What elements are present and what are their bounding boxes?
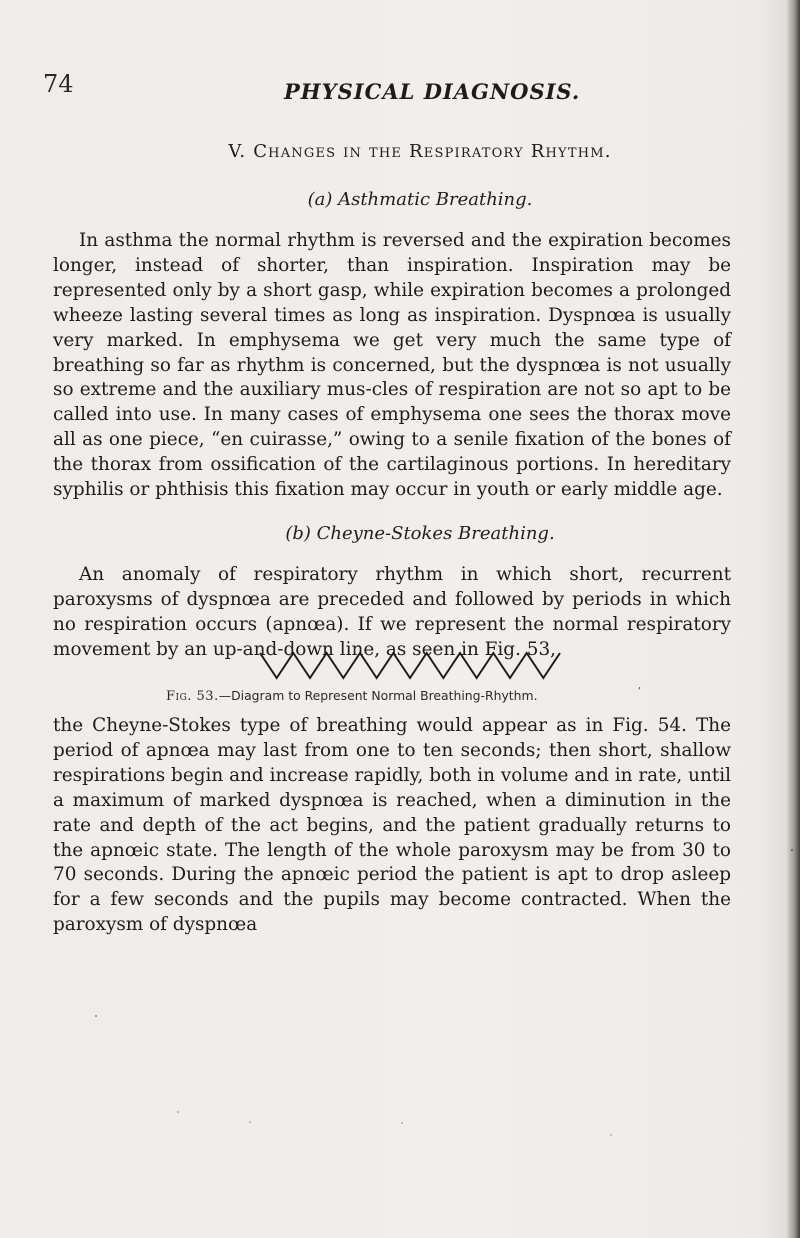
stray-print-mark: , <box>638 680 642 691</box>
paragraph-asthmatic-breathing: In asthma the normal rhythm is reversed and the expiration becomes longer, instead of shorter, than inspiration. Inspiration may be represented only by a short gasp, while expiration becomes a prolonged wheeze lasting several times as long as inspiration. Dyspnœa is usually very marked. In emphysema we get very much the same type of breathing so far as rhythm is concerned, but the dyspnœa is not usually so extreme and the auxiliary mus-cles of respiration are not so apt to be called into use. In many cases of emphysema one sees the thorax move all as one piece, “en cuirasse,” owing to a senile fixation of the bones of the thorax from ossification of the cartilaginous portions. In hereditary syphilis or phthisis this fixation may occur in youth or early middle age. <box>53 230 731 501</box>
section-title: V. Changes in the Respiratory Rhythm. <box>228 141 612 162</box>
figure-53-rhythm-diagram <box>254 650 574 682</box>
paragraph-cheyne-stokes-breathing: An anomaly of respiratory rhythm in which short, recurrent paroxysms of dyspnœa are preceded and followed by periods in which no respiration occurs (apnœa). If we represent the normal respiratory movement by an up-and-down line, as seen in Fig. 53, <box>53 564 731 660</box>
figure-caption <box>166 688 686 704</box>
figure-label: Fig. 53. <box>166 689 219 704</box>
page-header <box>40 70 760 110</box>
paragraph-continuation: the Cheyne-Stokes type of breathing would appear as in Fig. 54. The period of apnœa may last from one to ten seconds; then short, shallow respirations begin and increase rapidly, both in volume and in rate, until a maximum of marked dyspnœa is reached, when a diminution in the rate and depth of the act begins, and the patient gradually returns to the apnœic state. The length of the whole paroxysm may be from 30 to 70 seconds. During the apnœic period the patient is apt to drop asleep for a few seconds and the pupils may become contracted. When the paroxysm of dyspnœa <box>53 715 731 936</box>
running-head: PHYSICAL DIAGNOSIS. <box>284 79 581 104</box>
subheading-cheyne-stokes-breathing: (b) Cheyne-Stokes Breathing. <box>285 523 555 544</box>
page-number: 74 <box>43 70 74 98</box>
page-edge-shadow <box>786 0 800 1238</box>
subheading-asthmatic-breathing: (a) Asthmatic Breathing. <box>307 189 533 210</box>
figure-caption-text: —Diagram to Represent Normal Breathing-Rhythm. <box>218 688 538 703</box>
breathing-wave-line <box>260 653 560 678</box>
